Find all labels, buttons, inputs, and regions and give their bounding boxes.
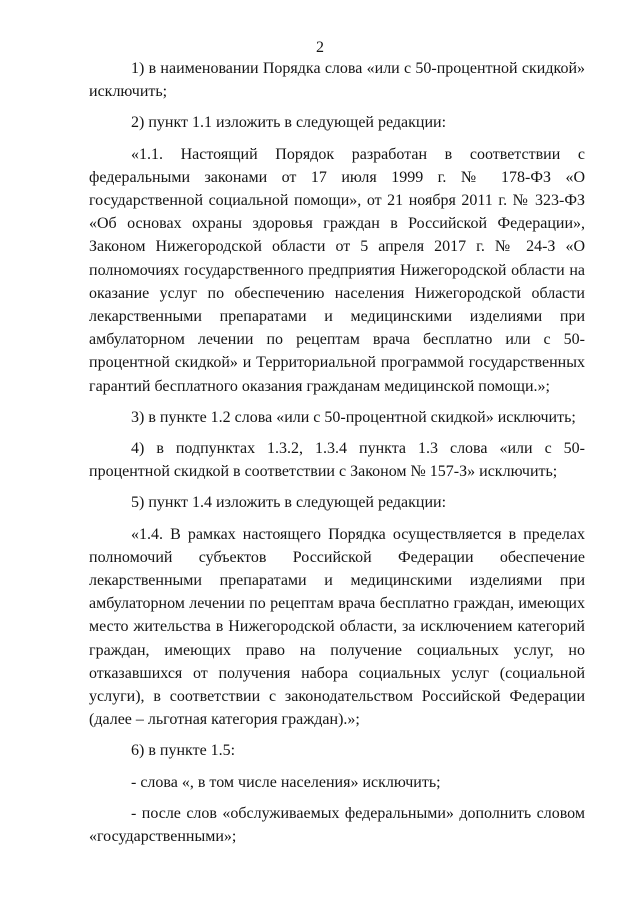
document-body <box>89 57 585 848</box>
paragraph-1: 1) в наименовании Порядка слова «или с 50-процентной скидкой» исключить; <box>89 60 585 101</box>
paragraph-3: «1.1. Настоящий Порядок разработан в соответствии с федеральными законами от 17 июля 1999 г. № 178-ФЗ «О государственной социальной помощи», от 21 ноября 2011 г. № 323-ФЗ «Об основах охраны здоровья граждан в Российской Федерации», Законом Нижегородской области от 5 апреля 2017 г. № 24-З «О полномочиях государственного предприятия Нижегородской области на оказание услуг по обеспечению населения Нижегородской области лекарственными препаратами и медицинскими изделиями при амбулаторном лечении по рецептам врача бесплатно или с 50-процентной скидкой» и Территориальной программой государственных гарантий бесплатного оказания гражданам медицинской помощи.»; <box>89 145 585 395</box>
paragraph-7: «1.4. В рамках настоящего Порядка осуществляется в пределах полномочий субъектов Российской Федерации обеспечение лекарственными препаратами и медицинскими изделиями при амбулаторном лечении по рецептам врача бесплатно граждан, имеющих место жительства в Нижегородской области, за исключением категорий граждан, имеющих право на получение социальных услуг, но отказавшихся от получения набора социальных услуг (социальной услуги), в соответствии с законодательством Российской Федерации (далее – льготная категория граждан).»; <box>89 525 585 729</box>
paragraph-6: 5) пункт 1.4 изложить в следующей редакции: <box>131 494 447 512</box>
paragraph-10: - после слов «обслуживаемых федеральными» дополнить словом «государственными»; <box>89 804 585 846</box>
page-number: 2 <box>316 39 324 56</box>
paragraph-9: - слова «, в том числе населения» исключить; <box>131 773 441 791</box>
paragraph-5: 4) в подпунктах 1.3.2, 1.3.4 пункта 1.3 слова «или с 50-процентной скидкой в соответствии с Законом № 157-З» исключить; <box>89 440 585 481</box>
paragraph-2: 2) пункт 1.1 изложить в следующей редакции: <box>131 114 447 132</box>
paragraph-4: 3) в пункте 1.2 слова «или с 50-процентной скидкой» исключить; <box>131 408 576 426</box>
paragraph-8: 6) в пункте 1.5: <box>131 742 236 760</box>
